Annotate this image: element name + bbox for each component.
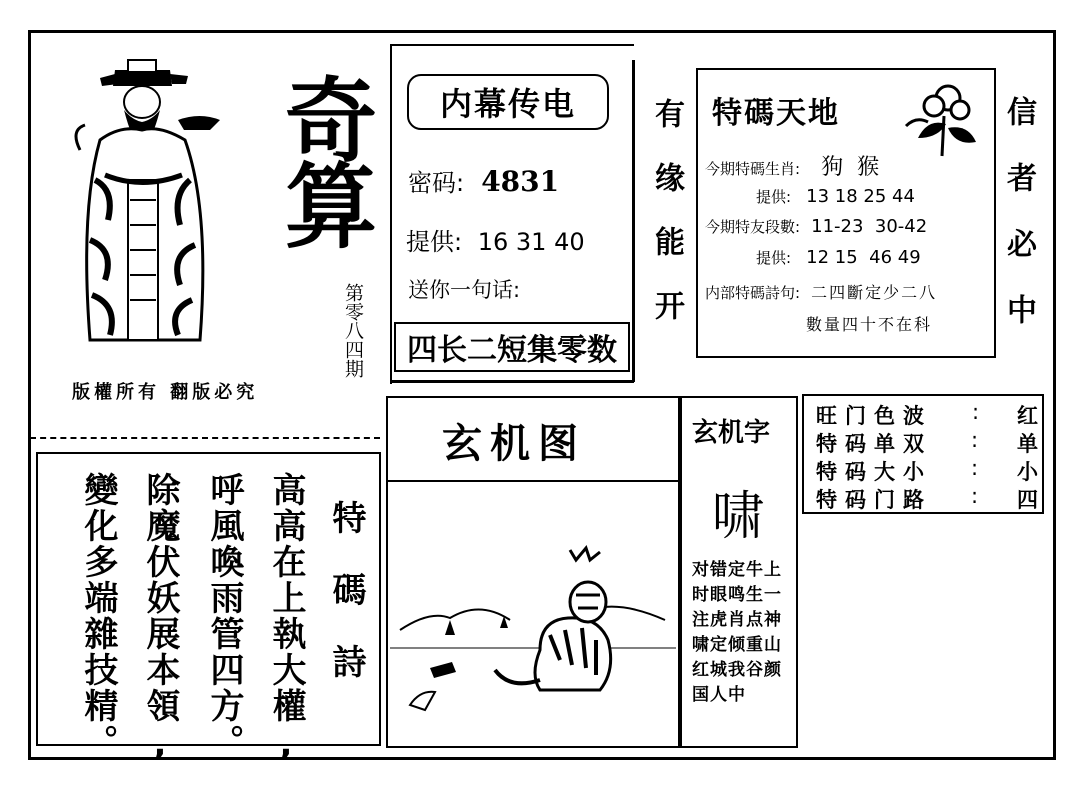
deity-figure — [60, 50, 230, 360]
flower-icon — [898, 76, 982, 160]
left-bottom-top-rule — [30, 437, 380, 440]
zodiac-provide-value: 13 18 25 44 — [806, 186, 915, 207]
tema-title: 特碼天地 — [712, 96, 840, 131]
tema-poem-label: 内部特碼詩句: — [705, 284, 801, 302]
range-provide-value: 12 15 46 49 — [806, 247, 921, 268]
info-value: 红 — [1016, 404, 1038, 428]
range-provide-label: 提供: — [756, 249, 792, 267]
neimu-right-line — [632, 60, 635, 382]
copyright-text: 版權所有 翻版必究 — [72, 382, 259, 403]
info-colon: : — [970, 456, 979, 480]
neimu-title: 内幕传电 — [439, 85, 576, 123]
range-label: 今期特友段數: — [705, 218, 801, 236]
info-row-1 — [816, 400, 1038, 430]
info-label: 旺门色波 — [816, 404, 932, 428]
main-title: 奇算 — [270, 72, 378, 244]
xuanji-tu-title: 玄机图 — [442, 421, 586, 467]
range-provide-row — [756, 247, 921, 268]
info-label: 特码大小 — [816, 460, 932, 484]
xuanji-zi-poem: 对错定牛上时眼鸣生一注虎肖点神啸定倾重山红城我谷颜国人中 — [692, 560, 782, 705]
info-colon: : — [970, 484, 979, 508]
info-label: 特码门路 — [816, 488, 932, 512]
saying-label: 送你一句话: — [408, 278, 521, 302]
password-row — [408, 163, 559, 198]
info-colon: : — [971, 400, 980, 424]
info-value: 四 — [1016, 488, 1038, 512]
zodiac-row — [705, 150, 879, 181]
range-value: 11-23 30-42 — [811, 216, 928, 237]
info-row-2 — [816, 428, 1038, 458]
zodiac-provide-label: 提供: — [756, 188, 792, 206]
info-row-3 — [816, 456, 1038, 486]
poem-column-3: 除魔伏妖展本領, — [140, 472, 180, 766]
flower-illustration — [898, 76, 982, 160]
side-right-text: 信者必中 — [1001, 96, 1036, 360]
password-value: 4831 — [481, 165, 560, 198]
xuanji-zi-char: 啸 — [712, 487, 765, 547]
zodiac-label: 今期特碼生肖: — [705, 160, 801, 178]
poem-title: 特碼詩 — [326, 500, 366, 716]
password-label: 密码: — [408, 169, 465, 197]
info-row-4 — [816, 484, 1038, 514]
poem-column-2: 呼風喚雨管四方。 — [204, 472, 244, 760]
range-row — [705, 216, 927, 237]
neimu-bottom-line — [390, 380, 634, 383]
deity-figure-svg — [60, 50, 230, 360]
saying-box — [394, 322, 630, 372]
zodiac-value: 狗 猴 — [821, 155, 880, 180]
provide-label: 提供: — [406, 228, 463, 256]
poem-column-1: 高高在上執大權, — [266, 472, 306, 766]
tema-poem-line2: 數量四十不在科 — [806, 315, 933, 334]
tiger-illustration — [390, 540, 676, 740]
saying-text: 四长二短集零数 — [407, 333, 617, 368]
provide-value: 16 31 40 — [477, 228, 585, 256]
provide-row — [406, 222, 585, 257]
info-value: 小 — [1016, 460, 1038, 484]
poem-label-row — [705, 280, 937, 303]
info-label: 特码单双 — [816, 432, 932, 456]
info-colon: : — [970, 428, 979, 452]
xuanji-tu-divider — [386, 480, 680, 482]
side-left-text: 有缘能开 — [649, 98, 684, 354]
neimu-title-box — [407, 74, 609, 130]
tiger-icon — [390, 540, 676, 740]
info-value: 单 — [1016, 432, 1038, 456]
xuanji-zi-title: 玄机字 — [692, 418, 771, 448]
neimu-top-line — [390, 44, 634, 46]
zodiac-provide-row — [756, 186, 915, 207]
tema-poem-line1: 二四斷定少二八 — [811, 283, 938, 302]
poem-column-4: 變化多端雜技精。 — [78, 472, 118, 760]
issue-number: 第零八四期 — [342, 283, 364, 378]
neimu-left-line — [390, 44, 392, 384]
